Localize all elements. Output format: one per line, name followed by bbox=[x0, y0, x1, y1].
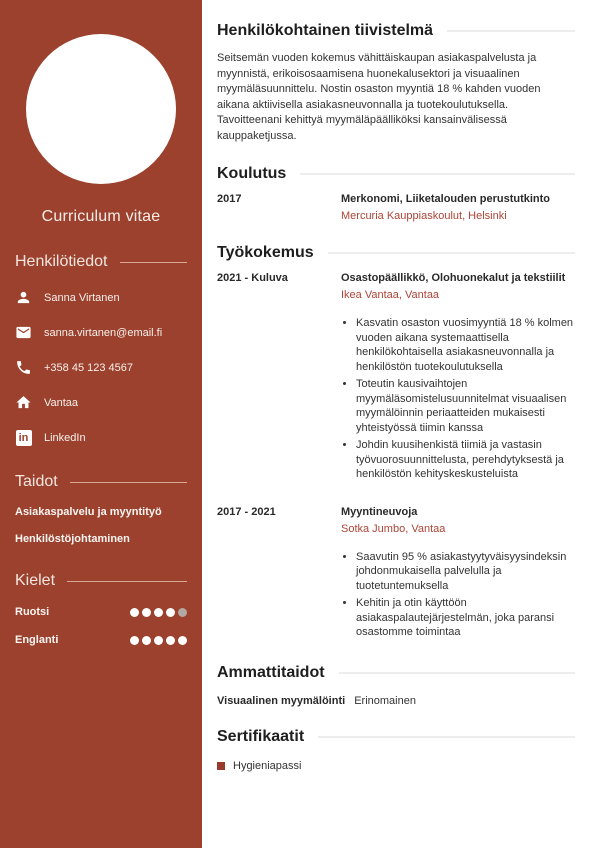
professional-skill-row bbox=[217, 695, 575, 707]
contact-linkedin-label: LinkedIn bbox=[44, 431, 86, 444]
education-period: 2017 bbox=[217, 193, 242, 205]
language-level-dot bbox=[166, 608, 175, 617]
home-icon bbox=[15, 394, 32, 411]
experience-bullet: • Saavutin 95 % asiakastyytyväisyysindeksin johdonmukaisella palvelulla ja tuotetuntemuksella bbox=[356, 550, 575, 594]
contact-phone-label: +358 45 123 4567 bbox=[44, 361, 134, 374]
cv-title: Curriculum vitae bbox=[41, 208, 161, 225]
experience-title: Osastopäällikkö, Olohuonekalut ja tekstiilit bbox=[341, 272, 566, 284]
language-row bbox=[15, 634, 187, 646]
section-divider-line bbox=[328, 252, 575, 254]
certificate-label: Hygieniapassi bbox=[233, 759, 302, 772]
section-divider-line bbox=[339, 672, 575, 674]
experience-entry bbox=[217, 505, 575, 643]
phone-icon bbox=[15, 359, 32, 376]
contact-row-name bbox=[15, 289, 187, 306]
linkedin-icon bbox=[15, 429, 32, 446]
experience-organization: Sotka Jumbo, Vantaa bbox=[341, 522, 446, 535]
section-divider-line bbox=[300, 173, 575, 175]
language-level-dots bbox=[130, 608, 187, 617]
experience-bullet-list bbox=[341, 550, 575, 640]
certificate-bullet-square bbox=[217, 762, 225, 770]
skill-item: Henkilöstöjohtaminen bbox=[15, 533, 130, 545]
heading-divider-line bbox=[120, 262, 188, 263]
language-level-dot bbox=[130, 608, 139, 617]
language-name: Ruotsi bbox=[15, 606, 50, 618]
skills-heading-label: Taidot bbox=[15, 473, 58, 490]
experience-period: 2021 - Kuluva bbox=[217, 272, 288, 284]
professional-skill-level: Erinomainen bbox=[354, 694, 416, 707]
contact-row-linkedin bbox=[15, 429, 187, 446]
person-icon bbox=[15, 289, 32, 306]
language-level-dot bbox=[130, 636, 139, 645]
experience-bullet: • Kehitin ja otin käyttöön asiakaspalautejärjestelmän, joka paransi osastomme toimintaa bbox=[356, 596, 575, 640]
language-row bbox=[15, 606, 187, 618]
language-level-dots bbox=[130, 636, 187, 645]
certificates-heading-label: Sertifikaatit bbox=[217, 727, 305, 745]
language-level-dot bbox=[142, 636, 151, 645]
experience-bullet: • Toteutin kausivaihtojen myymäläsomistelusuunnitelmat visuaalisen myymälöinnin periaatteiden mukaisesti yhteistyössä tiimin kanssa bbox=[356, 377, 575, 435]
certificate-row bbox=[217, 760, 575, 772]
experience-entry bbox=[217, 271, 575, 485]
contact-email-label: sanna.virtanen@email.fi bbox=[44, 326, 163, 339]
summary-section-heading bbox=[217, 22, 575, 40]
experience-period: 2017 - 2021 bbox=[217, 505, 276, 518]
contact-name-label: Sanna Virtanen bbox=[44, 291, 120, 304]
experience-bullet-list bbox=[341, 316, 575, 482]
language-level-dot bbox=[178, 636, 187, 645]
education-heading-label: Koulutus bbox=[217, 165, 287, 182]
professional-skills-heading-label: Ammattitaidot bbox=[217, 663, 325, 681]
summary-text: Seitsemän vuoden kokemus vähittäiskaupan asiakaspalvelusta ja myynnistä, erikoisosaamisena huonekalusektori ja visuaalinen myymäläsuunnittelu. Nostin osaston myyntiä 18 % kahden vuoden aikana aktiivisella asiakasneuvonnalla ja tuotekoulutuksella. Tavoitteenani kehittyä myymäläpäälliköksi kansainvälisessä kauppaketjussa. bbox=[217, 52, 541, 142]
professional-skills-section-heading bbox=[217, 664, 575, 682]
experience-section-heading bbox=[217, 244, 575, 262]
heading-divider-line bbox=[70, 482, 187, 483]
language-level-dot bbox=[142, 608, 151, 617]
experience-organization: Ikea Vantaa, Vantaa bbox=[341, 289, 440, 301]
main-content bbox=[202, 0, 600, 848]
contact-location-label: Vantaa bbox=[44, 396, 79, 409]
certificates-section-heading bbox=[217, 728, 575, 746]
email-icon bbox=[15, 324, 32, 341]
language-name: Englanti bbox=[15, 634, 59, 646]
experience-title: Myyntineuvoja bbox=[341, 505, 418, 518]
section-divider-line bbox=[447, 30, 575, 32]
personal-details-heading-label: Henkilötiedot bbox=[15, 253, 108, 270]
languages-heading bbox=[15, 572, 187, 590]
languages-heading-label: Kielet bbox=[15, 572, 56, 589]
skills-heading bbox=[15, 473, 187, 491]
language-level-dot bbox=[178, 608, 187, 617]
experience-bullet: • Kasvatin osaston vuosimyyntiä 18 % kolmen vuoden aikana systemaattisella henkilökohtaisella asiakasneuvonnalla ja henkilöstön tuotekoulutuksella bbox=[356, 316, 575, 374]
contact-row-phone bbox=[15, 359, 187, 376]
professional-skill-name: Visuaalinen myymälöinti bbox=[217, 694, 346, 707]
personal-details-heading bbox=[15, 253, 187, 271]
experience-heading-label: Työkokemus bbox=[217, 244, 314, 261]
language-level-dot bbox=[166, 636, 175, 645]
profile-photo-placeholder bbox=[26, 34, 176, 184]
contact-row-location bbox=[15, 394, 187, 411]
sidebar bbox=[0, 0, 202, 848]
education-entry bbox=[217, 192, 575, 223]
language-level-dot bbox=[154, 636, 163, 645]
section-divider-line bbox=[318, 736, 575, 738]
summary-heading-label: Henkilökohtainen tiivistelmä bbox=[217, 22, 434, 39]
education-organization: Mercuria Kauppiaskoulut, Helsinki bbox=[341, 210, 507, 222]
heading-divider-line bbox=[67, 581, 187, 582]
contact-row-email bbox=[15, 324, 187, 341]
language-level-dot bbox=[154, 608, 163, 617]
skill-item: Asiakaspalvelu ja myyntityö bbox=[15, 506, 162, 518]
education-title: Merkonomi, Liiketalouden perustutkinto bbox=[341, 193, 551, 205]
linkedin-glyph: in bbox=[16, 430, 32, 446]
education-section-heading bbox=[217, 165, 575, 183]
experience-bullet: • Johdin kuusihenkistä tiimiä ja vastasin työvuorosuunnittelusta, perehdytyksestä ja henkilöstön kehityskeskusteluista bbox=[356, 438, 575, 482]
